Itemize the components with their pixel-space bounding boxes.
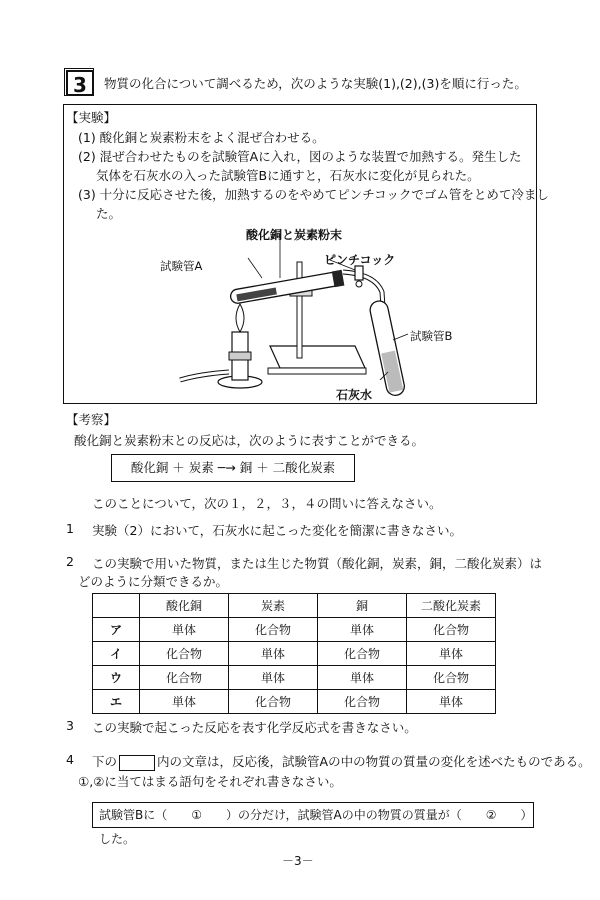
inline-box-marker bbox=[119, 755, 155, 771]
q4-line-2: ①,②に当てはまる語句をそれぞれ書きなさい。 bbox=[78, 774, 342, 789]
table-row bbox=[93, 666, 496, 690]
q1-text: 実験（2）において，石灰水に起こった変化を簡潔に書きなさい。 bbox=[92, 523, 462, 538]
experiment-step-2-cont: 気体を石灰水の入った試験管Bに通すと，石灰水に変化が見られた。 bbox=[96, 168, 480, 183]
q4-number: 4 bbox=[66, 752, 74, 767]
classification-table bbox=[92, 593, 496, 714]
table-header-row bbox=[93, 594, 496, 618]
reaction-equation-box: 酸化銅 ＋ 炭素 ─→ 銅 ＋ 二酸化炭素 bbox=[111, 454, 355, 482]
q4-answer-box: 試験管Bに（ ① ）の分だけ，試験管Aの中の物質の質量が（ ② ）した。 bbox=[92, 802, 534, 828]
table-cell: 化合物 bbox=[407, 666, 496, 690]
label-mixture: 酸化銅と炭素粉末 bbox=[246, 228, 343, 242]
apparatus-diagram bbox=[150, 222, 453, 402]
experiment-step-1: (1) 酸化銅と炭素粉末をよく混ぜ合わせる。 bbox=[78, 130, 325, 145]
table-cell: 化合物 bbox=[229, 690, 318, 714]
experiment-title: 【実験】 bbox=[66, 110, 117, 125]
label-pinchcock: ピンチコック bbox=[324, 253, 396, 267]
label-tube-a: 試験管A bbox=[160, 259, 203, 273]
q3-text: この実験で起こった反応を表す化学反応式を書きなさい。 bbox=[92, 720, 417, 735]
q4-line-1 bbox=[92, 752, 591, 771]
table-cell: 化合物 bbox=[318, 642, 407, 666]
question-number: 3 bbox=[66, 70, 94, 96]
table-cell: 単体 bbox=[140, 618, 229, 642]
table-cell: 化合物 bbox=[318, 690, 407, 714]
table-row bbox=[93, 618, 496, 642]
q2-line-2: どのように分類できるか。 bbox=[78, 574, 229, 589]
q4-line-1-post: 内の文章は，反応後，試験管Aの中の物質の質量の変化を述べたものである。 bbox=[157, 754, 591, 769]
table-row-label: エ bbox=[93, 690, 140, 714]
q4-line-1-pre: 下の bbox=[92, 754, 118, 769]
table-row-label: ア bbox=[93, 618, 140, 642]
table-cell: 単体 bbox=[140, 690, 229, 714]
question-intro: 物質の化合について調べるため，次のような実験(1),(2),(3)を順に行った。 bbox=[104, 76, 527, 91]
table-row-label: ウ bbox=[93, 666, 140, 690]
q3-number: 3 bbox=[66, 718, 74, 733]
consideration-title: 【考察】 bbox=[66, 412, 117, 427]
experiment-step-2: (2) 混ぜ合わせたものを試験管Aに入れ，図のような装置で加熱する。発生した bbox=[78, 149, 522, 164]
consideration-text: 酸化銅と炭素粉末との反応は，次のように表すことができる。 bbox=[74, 433, 425, 448]
table-cell: 化合物 bbox=[140, 642, 229, 666]
q2-line-1: この実験で用いた物質，または生じた物質（酸化銅，炭素，銅，二酸化炭素）は bbox=[92, 556, 543, 571]
table-cell: 化合物 bbox=[140, 666, 229, 690]
table-cell: 単体 bbox=[229, 642, 318, 666]
q1-number: 1 bbox=[66, 521, 74, 536]
table-cell: 単体 bbox=[407, 690, 496, 714]
page-number: －3－ bbox=[282, 854, 314, 868]
table-header-cell: 酸化銅 bbox=[140, 594, 229, 618]
table-cell: 化合物 bbox=[229, 618, 318, 642]
q2-number: 2 bbox=[66, 554, 74, 569]
table-row-label: イ bbox=[93, 642, 140, 666]
table-corner-cell bbox=[93, 594, 140, 618]
table-row bbox=[93, 642, 496, 666]
table-cell: 単体 bbox=[318, 666, 407, 690]
table-header-cell: 炭素 bbox=[229, 594, 318, 618]
label-limewater: 石灰水 bbox=[336, 388, 373, 402]
label-tube-b: 試験管B bbox=[410, 329, 453, 343]
table-header-cell: 銅 bbox=[318, 594, 407, 618]
table-header-cell: 二酸化炭素 bbox=[407, 594, 496, 618]
table-cell: 単体 bbox=[229, 666, 318, 690]
table-cell: 単体 bbox=[318, 618, 407, 642]
experiment-step-3: (3) 十分に反応させた後，加熱するのをやめてピンチコックでゴム管をとめて冷まし bbox=[78, 187, 549, 202]
experiment-step-3-cont: た。 bbox=[96, 206, 122, 221]
table-cell: 化合物 bbox=[407, 618, 496, 642]
table-cell: 単体 bbox=[407, 642, 496, 666]
table-row bbox=[93, 690, 496, 714]
instruction-text: このことについて，次の１，２，３，４の問いに答えなさい。 bbox=[92, 496, 442, 511]
